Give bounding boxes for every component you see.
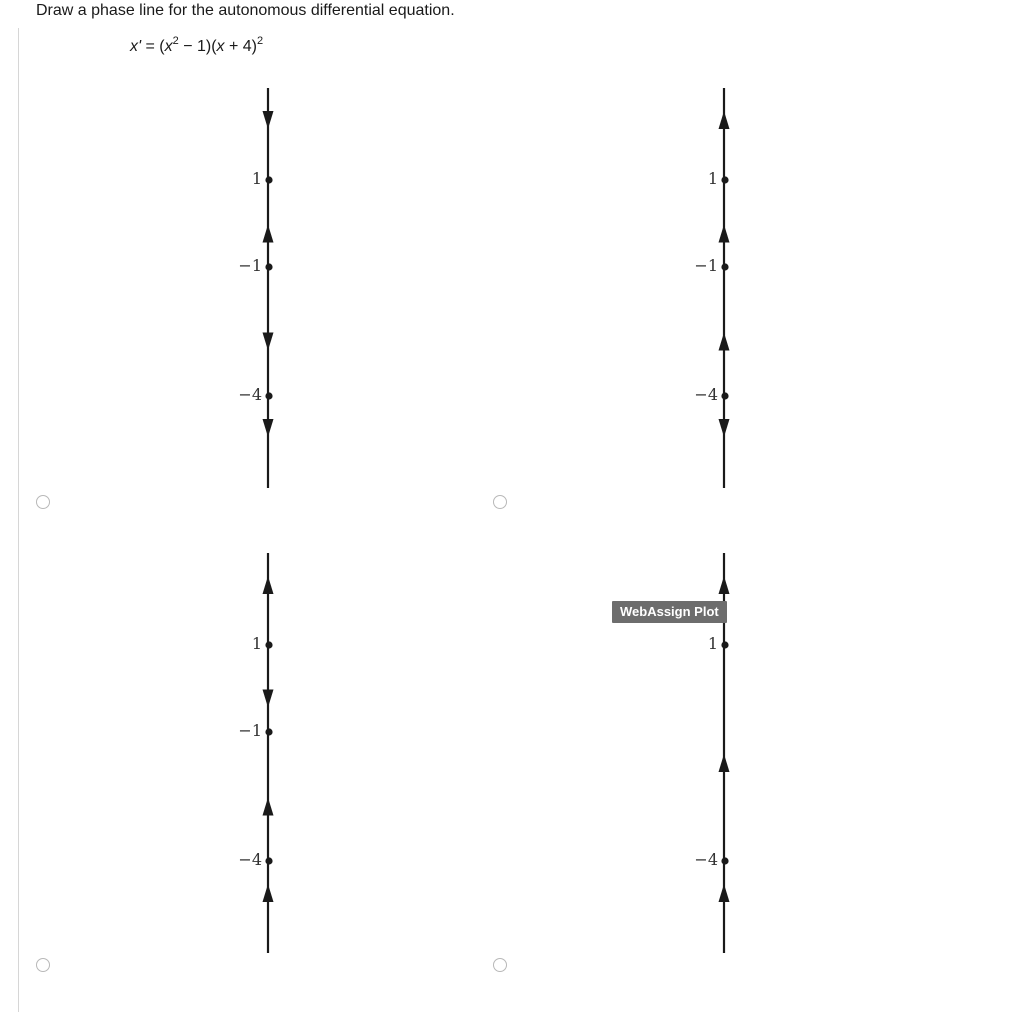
arrow-up [719, 884, 730, 902]
equilibrium-point [265, 392, 272, 399]
tick-label: 1 [251, 169, 262, 188]
equilibrium-point [721, 641, 728, 648]
equilibrium-point [721, 263, 728, 270]
arrow-up [719, 225, 730, 243]
arrow-up [719, 576, 730, 594]
equilibrium-point [265, 263, 272, 270]
webassign-plot-tooltip: WebAssign Plot [612, 601, 727, 623]
eq-exponent-1: 2 [172, 35, 179, 47]
phase-line-plot-3 [168, 553, 368, 953]
arrow-down [719, 419, 730, 437]
left-border [18, 28, 19, 1012]
question-prompt: Draw a phase line for the autonomous differential equation. [36, 2, 455, 19]
arrow-up [719, 111, 730, 129]
tick-label: −1 [238, 721, 262, 740]
option-4-radio[interactable] [493, 958, 507, 972]
equilibrium-point [265, 728, 272, 735]
arrow-down [263, 690, 274, 708]
eq-var-2: x [216, 38, 225, 55]
tick-label: −4 [238, 385, 262, 404]
tick-label: 1 [251, 634, 262, 653]
phase-line-plot-2 [624, 88, 824, 488]
eq-lhs: x' [130, 38, 142, 55]
equilibrium-point [721, 392, 728, 399]
option-3-radio[interactable] [36, 958, 50, 972]
eq-var-1: x [164, 38, 173, 55]
equilibrium-point [265, 641, 272, 648]
eq-middle: − 1)( [178, 38, 217, 55]
equilibrium-point [265, 176, 272, 183]
phase-line-svg [168, 553, 368, 953]
option-1-radio[interactable] [36, 495, 50, 509]
arrow-down [263, 333, 274, 351]
phase-line-svg [624, 88, 824, 488]
eq-open-paren: ( [159, 38, 165, 55]
equation [130, 35, 264, 56]
arrow-up [263, 225, 274, 243]
tick-label: −1 [694, 256, 718, 275]
arrow-down [263, 419, 274, 437]
tick-label: 1 [707, 169, 718, 188]
tick-label: −4 [694, 850, 718, 869]
arrow-up [719, 754, 730, 772]
tick-label: −4 [694, 385, 718, 404]
phase-line-svg [168, 88, 368, 488]
option-2-radio[interactable] [493, 495, 507, 509]
phase-line-plot-1 [168, 88, 368, 488]
equilibrium-point [721, 857, 728, 864]
arrow-up [719, 333, 730, 351]
equilibrium-point [265, 857, 272, 864]
tick-label: −4 [238, 850, 262, 869]
arrow-up [263, 576, 274, 594]
eq-equals: = [141, 38, 160, 55]
arrow-up [263, 884, 274, 902]
tick-label: 1 [707, 634, 718, 653]
eq-exponent-2: 2 [257, 35, 264, 47]
equilibrium-point [721, 176, 728, 183]
arrow-down [263, 111, 274, 129]
arrow-up [263, 798, 274, 816]
tick-label: −1 [238, 256, 262, 275]
eq-tail: + 4) [224, 38, 258, 55]
